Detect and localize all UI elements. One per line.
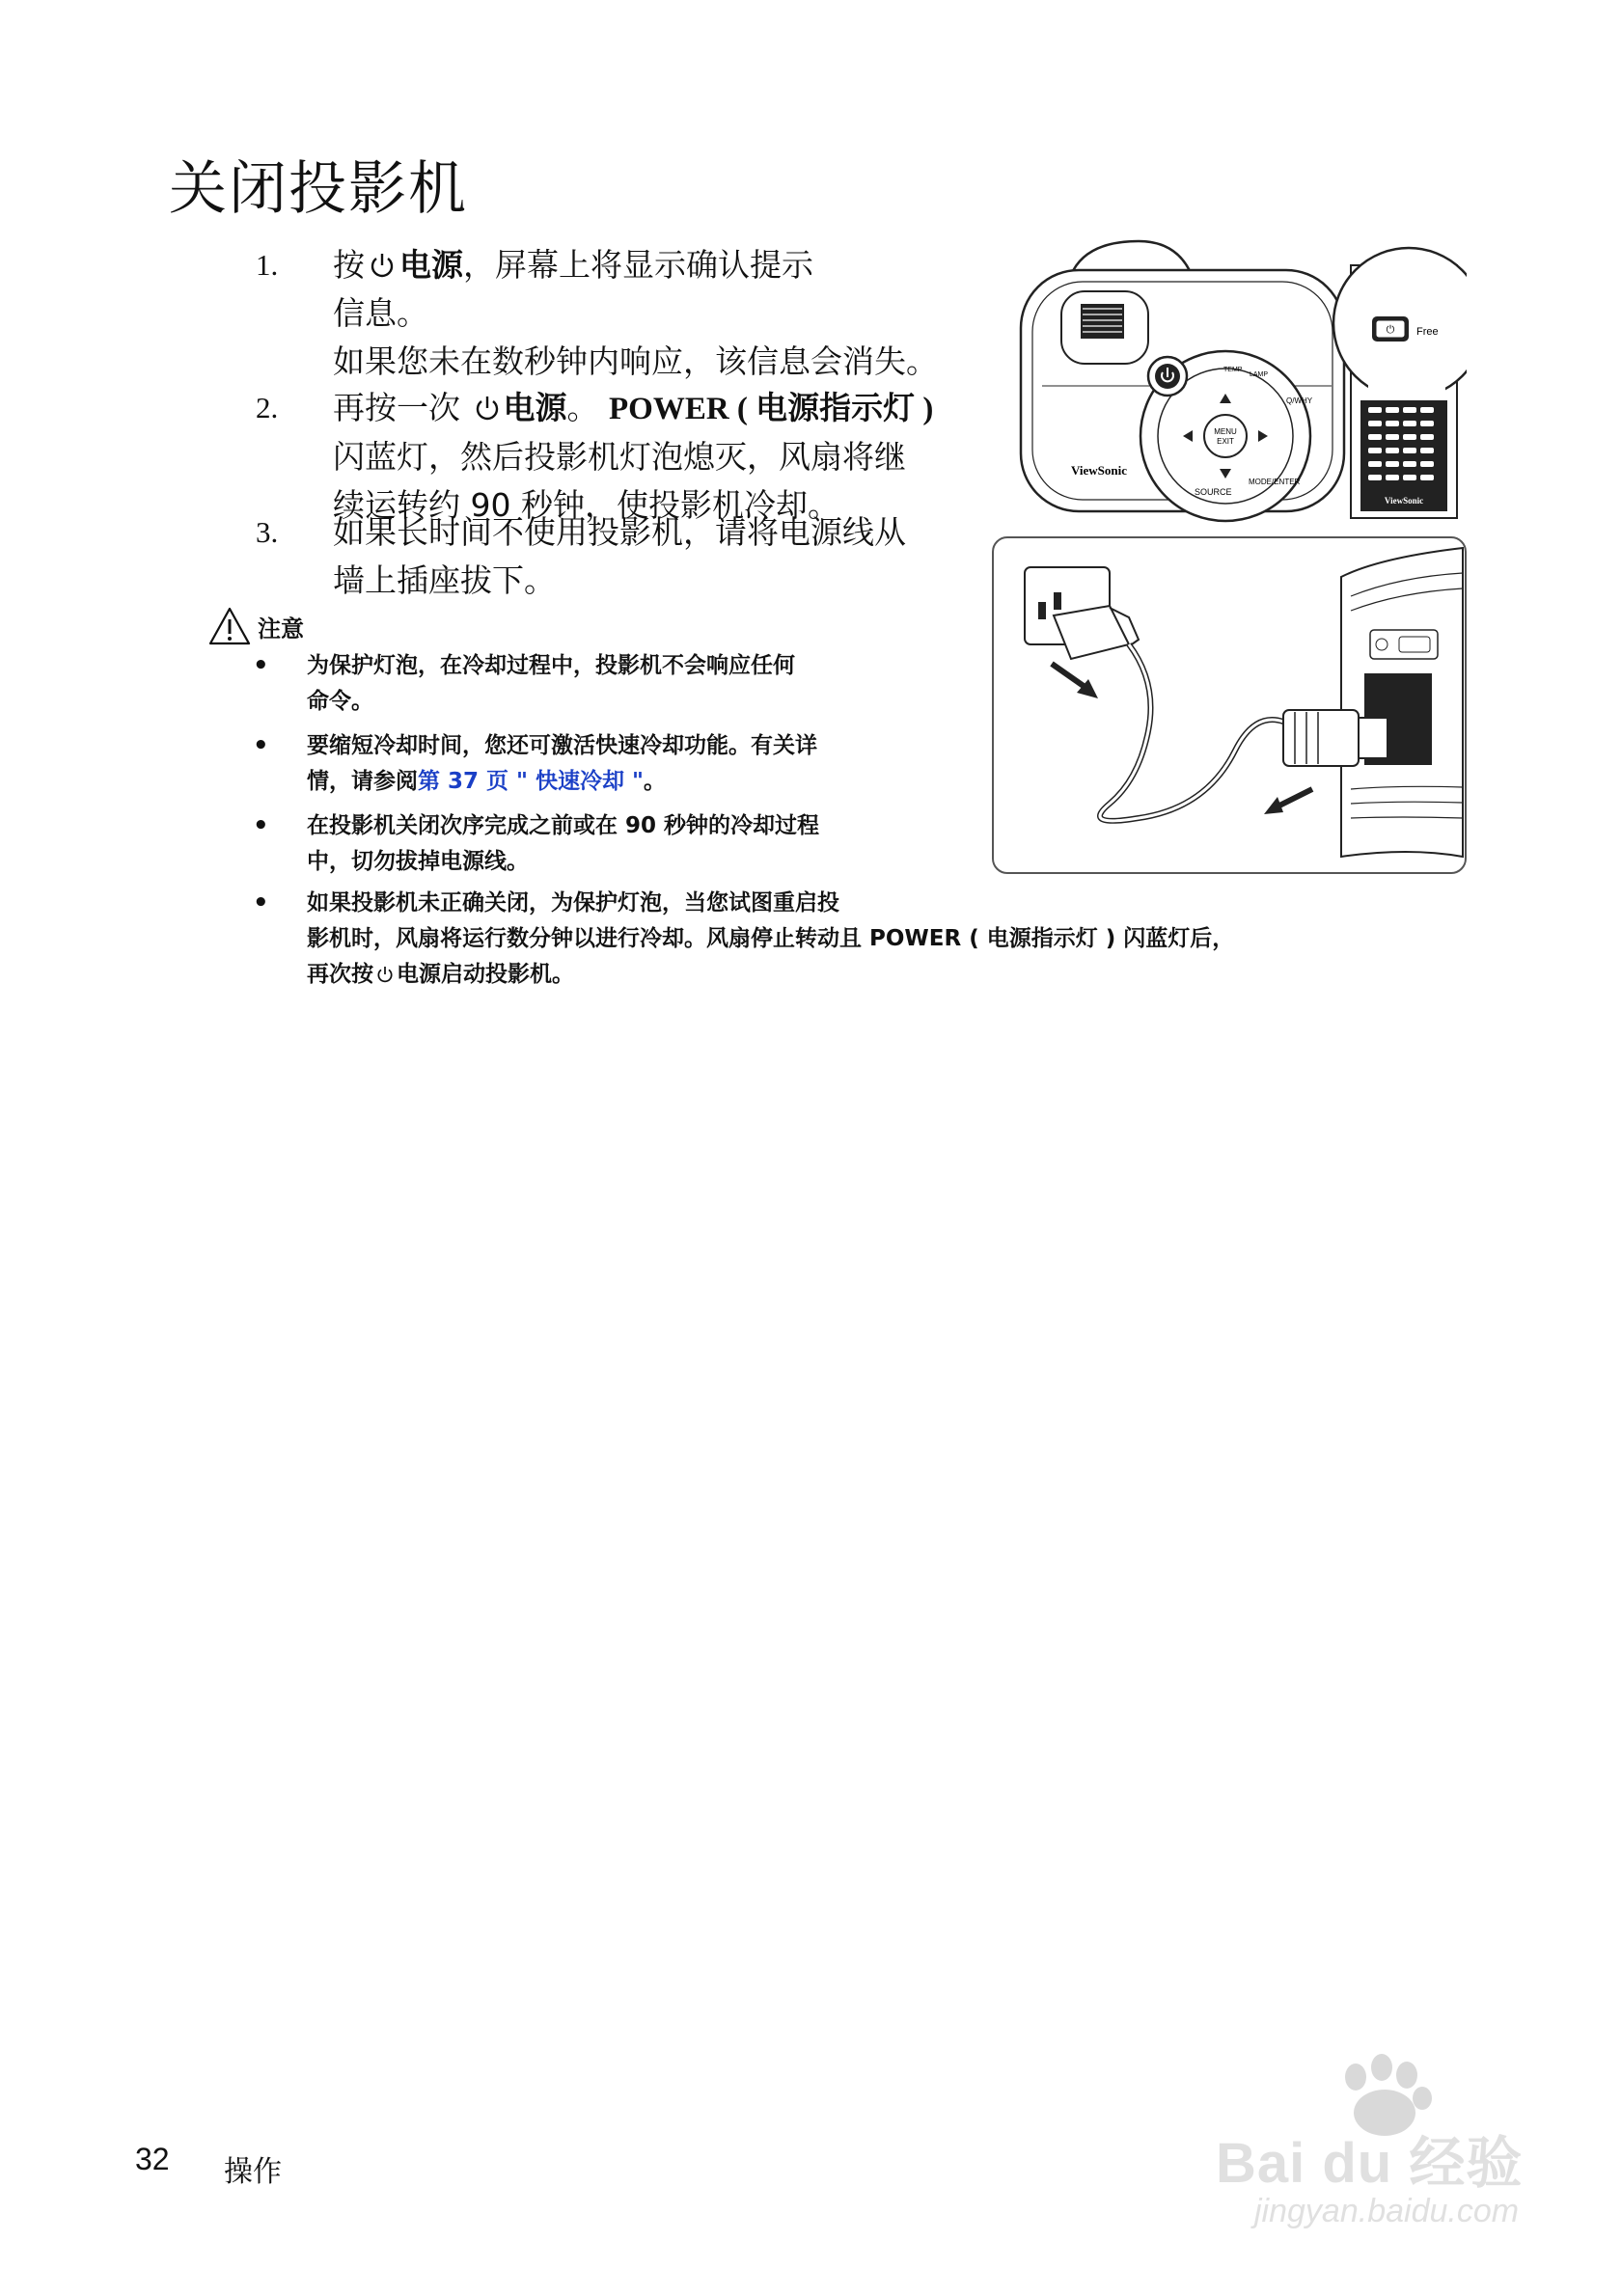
temp-label: TEMP — [1223, 367, 1243, 373]
bullet-text: 在投影机关闭次序完成之前或在 90 秒钟的冷却过程 — [307, 813, 820, 838]
step-text: 。 — [566, 389, 599, 426]
watermark-url: jingyan.baidu.com — [1254, 2193, 1520, 2229]
step-2 — [0, 384, 1061, 529]
step-1 — [0, 241, 1061, 386]
step-text: 按 — [333, 246, 365, 284]
exit-key-label: EXIT — [1217, 437, 1234, 446]
page-title: 关闭投影机 — [169, 155, 468, 223]
bullet-text: 。 — [644, 769, 667, 794]
power-key-label: 电源 — [399, 246, 463, 284]
note-heading-text: 注意 — [258, 615, 304, 642]
step-text: 闪蓝灯，然后投影机灯泡熄灭，风扇将继 — [333, 438, 906, 476]
bullet-text: 电源启动投影机。 — [397, 962, 574, 987]
warning-icon — [207, 606, 252, 646]
note-bullet-2: • 要缩短冷却时间，您还可激活快速冷却功能。有关详 情，请参阅第 37 页 " 快速冷却 "。 — [0, 728, 1061, 806]
step-number: 3. — [256, 515, 279, 549]
bullet-text: 中，切勿拔掉电源线。 — [307, 849, 529, 874]
svg-text:⏻: ⏻ — [1386, 323, 1395, 336]
remote-brand: ViewSonic — [1384, 496, 1424, 506]
menu-key-label: MENU — [1214, 427, 1237, 436]
watermark — [1187, 2050, 1573, 2233]
lamp-label: LAMP — [1250, 371, 1269, 378]
note-bullet-1: • 为保护灯泡，在冷却过程中，投影机不会响应任何 命令。 — [0, 648, 1061, 725]
bullet-text: 再次按 — [307, 962, 373, 987]
power-icon — [368, 251, 397, 280]
note-heading — [207, 606, 304, 646]
step-text: 如果您未在数秒钟内响应，该信息会消失。 — [333, 342, 938, 380]
source-label: SOURCE — [1195, 487, 1232, 497]
watermark-brand: Bai du 经验 — [1216, 2132, 1524, 2195]
note-bullet-4: • 如果投影机未正确关闭，为保护灯泡，当您试图重启投 影机时，风扇将运行数分钟以进行冷却。风扇停止转动且 POWER ( 电源指示灯 ) 闪蓝灯后， 再次按 电源启动投影机。 — [0, 886, 1505, 1001]
step-number: 1. — [256, 248, 279, 282]
page-number: 32 — [135, 2142, 170, 2176]
step-text: 续运转约 90 秒钟，使投影机冷却。 — [333, 486, 839, 524]
qwhy-label: Q/WHY — [1286, 396, 1313, 405]
step-number: 2. — [256, 391, 279, 424]
step-text: 墙上插座拔下。 — [333, 561, 556, 599]
power-cord-figure — [992, 536, 1467, 874]
step-text: ，屏幕上将显示确认提示 — [463, 246, 813, 284]
bullet-text: 为保护灯泡，在冷却过程中，投影机不会响应任何 — [307, 653, 795, 678]
step-text: 如果长时间不使用投影机，请将电源线从 — [333, 513, 906, 551]
power-icon — [473, 394, 502, 423]
bullet-text: 情，请参阅 — [307, 769, 418, 794]
section-label: 操作 — [224, 2155, 282, 2189]
projector-brand: ViewSonic — [1071, 463, 1128, 478]
projector-top-figure — [1013, 232, 1467, 531]
power-icon — [375, 965, 395, 984]
step-text: 信息。 — [333, 294, 428, 332]
remote-free-label: Free — [1416, 326, 1439, 338]
mode-label: MODE/ENTER — [1249, 478, 1301, 486]
step-3 — [0, 508, 1061, 605]
bullet-text: 命令。 — [307, 689, 373, 714]
step-text: 再按一次 — [333, 389, 460, 426]
bullet-text: 要缩短冷却时间，您还可激活快速冷却功能。有关详 — [307, 733, 817, 758]
quick-cooling-link[interactable]: 第 37 页 " 快速冷却 " — [418, 769, 645, 794]
bullet-text: 如果投影机未正确关闭，为保护灯泡，当您试图重启投 — [307, 890, 839, 916]
note-bullet-3: • 在投影机关闭次序完成之前或在 90 秒钟的冷却过程 中，切勿拔掉电源线。 — [0, 808, 1061, 886]
power-indicator-label: POWER ( 电源指示灯 ) — [609, 392, 934, 426]
bullet-text: 影机时，风扇将运行数分钟以进行冷却。风扇停止转动且 POWER ( 电源指示灯 ) 闪蓝灯后， — [307, 926, 1235, 951]
power-key-label: 电源 — [503, 389, 567, 426]
